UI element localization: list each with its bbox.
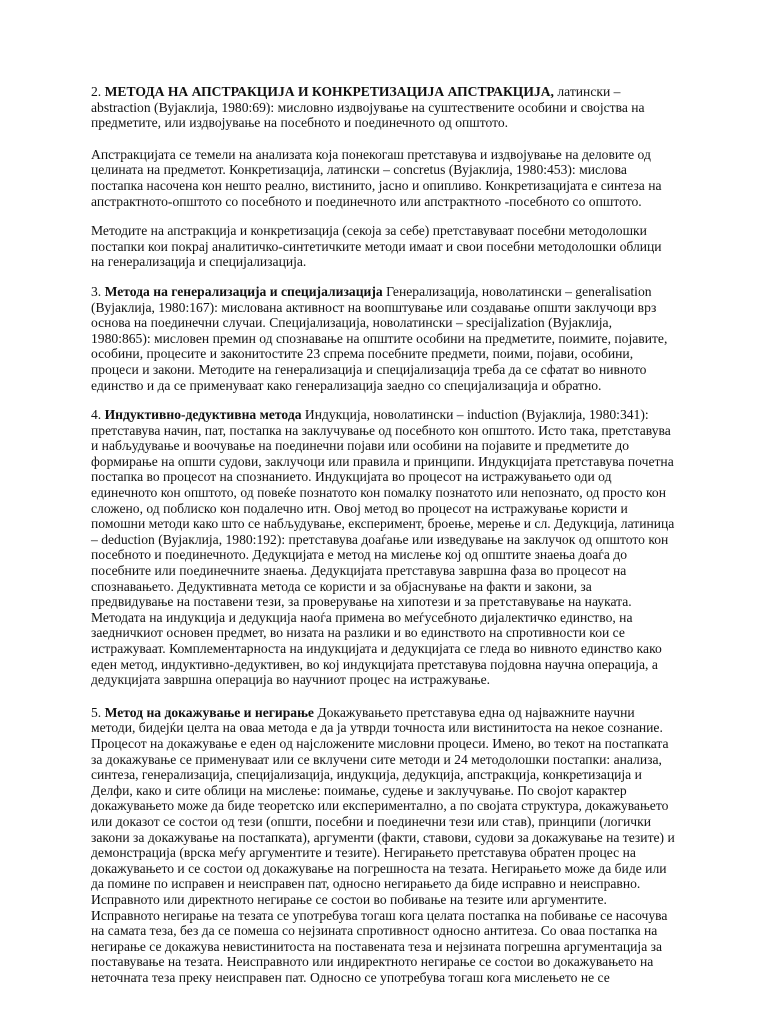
section-3-text: Генерализација, новолатински – generalisation (Вујаклија, 1980:167): мислована активност на воопштување или создавање општи заклучоци врз основа на поединечни случаи. Специјализација, новолатински – specijalization (Вујаклија, 1980:865): мисловен премин од спознавање на општите особини на предметите, поимите, појавите, особини, процесите и законитостите 23 спрема посебните предмети, поими, појави, особини, процеси и закони. Методите на генерализација и специјализација треба да се сфатат во нивното единство и да се применуваат како генерализација заедно со специјализација и обратно. [91,283,668,393]
section-2-heading: МЕТОДА НА АПСТРАКЦИЈА И КОНКРЕТИЗАЦИЈА АПСТРАКЦИЈА, [104,84,554,99]
section-5-text: Докажувањето претставува една од најважните научни методи, бидејќи целта на оваа метода е да ја утврди точноста или вистинитоста на некое сознание. Процесот на докажување е еден од најсложените мисловни процеси. Имено, во текот на постапката за докажување се применуваат или се вклучени сите методи и 24 методолошки постапки: анализа, синтеза, генерализација, специјализација, индукција, дедукција, апстракција, конкретизација и Делфи, како и сите облици на мислење: поимање, судење и заклучување. По својот карактер докажувањето може да биде теоретско или експериментално, а по својата структура, докажувањето или доказот се состои од тези (општи, посебни и поединечни тези или став), принципи (логички закони за докажување на постапката), аргументи (факти, ставови, судови за докажување на тезите) и демонстрација (врска меѓу аргументите и тезите). Негирањето претставува обратен процес на докажувањето и се состои од докажување на погрешноста на тезата. Негирањето може да биде или да помине по исправен и неисправен пат, односно негирањето да биде исправно и неисправно. Исправното или директното негирање се состои во побивање на тезите или аргументите. Исправното негирање на тезата се употребува тогаш кога целата постапка на побивање се насочува на самата теза, без да се помеша со нејзината спротивност односно антитеза. Со оваа постапка на негирање се докажува невистинитоста на поставената теза и нејзината погрешна аргументација за поставување на тезата. Неисправното или индиректното негирање се состои во докажувањето на неточната теза преку неисправен пат. Односно се употребува тогаш кога мислењето не се [91,704,675,985]
section-3-heading: Метода на генерализација и специјализација [104,283,383,299]
section-2-number: 2. [91,84,105,99]
section-2-paragraph [91,84,675,131]
section-4-paragraph [91,407,675,688]
section-3-paragraph [91,284,675,393]
section-5-number: 5. [91,704,105,720]
abstraction-paragraph [91,147,675,209]
section-4-number: 4. [91,407,105,423]
methods-summary-paragraph [91,223,675,270]
abstraction-text: Апстракцијата се темели на анализата која понекогаш претставува и издвојување на деловите од целината на предметот. Конкретизација, латински – concretus (Вујаклија, 1980:453): мислова постапка насочена кон нешто реално, вистинито, јасно и опипливо. Конкретизацијата е синтеза на апстрактното-општото со посебното и поединечното или апстрактното -посебното со општото. [91,146,662,209]
methods-summary-text: Методите на апстракција и конкретизација (секоја за себе) претставуваат посебни методолошки постапки кои покрај аналитичко-синтетичките методи имаат и свои посебни методолошки облици на генерализација и специјализација. [91,223,662,270]
section-5-heading: Метод на докажување и негирање [104,704,314,720]
document-page [91,84,675,1001]
section-5-paragraph [91,705,675,986]
section-4-heading: Индуктивно-дедуктивна метода [104,407,302,423]
section-4-text: Индукција, новолатински – induction (Вујаклија, 1980:341): претставува начин, пат, постапка на заклучување од посебното кон општото. Исто така, претставува и набљудување и воочување на поединечни појави или особини на појавите и предметите до формирање на општи судови, заклучоци или правила и принципи. Индукцијата претставува почетна постапка во процесот на спознанието. Индукцијата во процесот на истражувањето оди од единечното кон општото, од повеќе познатото кон помалку познатото или непознато, од просто кон сложено, од поблиско кон подалечно итн. Овој метод во процесот на истражување користи и помошни методи како што се набљудување, експеримент, броење, мерење и сл. Дедукција, латиница – deduction (Вујаклија, 1980:192): претставува доаѓање или изведување на заклучок од општото кон посебното и поединечното. Дедукцијата е метод на мислење кој од општите знаења доаѓа до посебните или поединечните знаења. Дедукцијата претставува завршна фаза во процесот на спознавањето. Дедуктивната метода се користи и за објаснување на факти и закони, за предвидување на поставени тези, за проверување на хипотези и за претставување на науката. Методата на индукција и дедукција наоѓа примена во меѓусебното дијалектичко единство, на заедничкиот основен предмет, во низата на разлики и во единството на спротивности кои се истражуваат. Комплементарноста на индукцијата и дедукцијата се гледа во нивното единство како еден метод, индуктивно-дедуктивен, во кој индукцијата претставува појдовна научна операција, а дедукцијата завршна операција во научниот процес на истражување. [91,407,675,688]
section-3-number: 3. [91,283,105,299]
section-2-text: латински – abstraction (Вујаклија, 1980:69): мисловно издвојување на суштествените особини и својства на предметите, или издвојување на посебното и поединечното од општото. [91,84,645,131]
